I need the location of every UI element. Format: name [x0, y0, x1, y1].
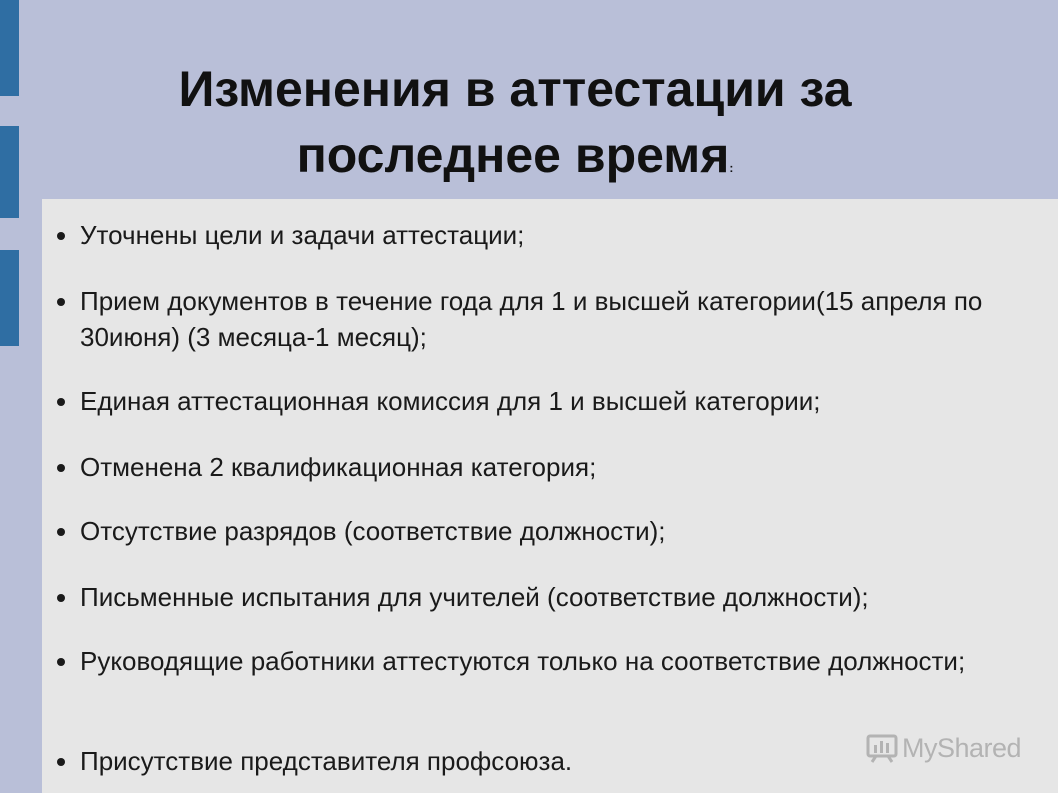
- watermark-text: MyShared: [902, 732, 1022, 763]
- bullet-dot-icon: [57, 594, 65, 602]
- bullet-item-3: [80, 383, 1020, 419]
- bullet-item-2: [80, 283, 1020, 355]
- accent-bar-bottom: [0, 250, 19, 346]
- accent-bar-middle: [0, 126, 19, 218]
- myshared-logo-icon: [866, 733, 898, 763]
- accent-bar-top: [0, 0, 19, 96]
- title-trailing-mark: :: [729, 161, 734, 175]
- bullet-item-5: [80, 513, 1020, 549]
- bullet-dot-icon: [57, 464, 65, 472]
- bullet-text: Единая аттестационная комиссия для 1 и высшей категории;: [80, 386, 821, 416]
- slide-title: [60, 56, 970, 201]
- bullet-dot-icon: [57, 658, 65, 666]
- myshared-watermark[interactable]: [866, 730, 1021, 766]
- bullet-dot-icon: [57, 528, 65, 536]
- bullet-item-1: [80, 217, 1020, 253]
- content-panel: [42, 199, 1058, 793]
- bullet-text: Отменена 2 квалификационная категория;: [80, 452, 597, 482]
- bullet-dot-icon: [57, 758, 65, 766]
- bullet-text: Присутствие представителя профсоюза.: [80, 746, 573, 776]
- bullet-item-4: [80, 449, 1020, 485]
- bullet-item-6: [80, 579, 1020, 615]
- bullet-text: Прием документов в течение года для 1 и высшей категории(15 апреля по 30июня) (3 месяца-1 месяц);: [80, 286, 983, 352]
- bullet-item-7: [80, 643, 1020, 679]
- bullet-dot-icon: [57, 232, 65, 240]
- bullet-dot-icon: [57, 298, 65, 306]
- bullet-text: Письменные испытания для учителей (соответствие должности);: [80, 582, 869, 612]
- slide-title-line-2: последнее время: [296, 127, 730, 183]
- bullet-text: Уточнены цели и задачи аттестации;: [80, 220, 525, 250]
- bullet-text: Руководящие работники аттестуются только на соответствие должности;: [80, 646, 966, 676]
- bullet-dot-icon: [57, 398, 65, 406]
- slide-title-line-1: Изменения в аттестации за: [178, 61, 852, 117]
- bullet-text: Отсутствие разрядов (соответствие должности);: [80, 516, 666, 546]
